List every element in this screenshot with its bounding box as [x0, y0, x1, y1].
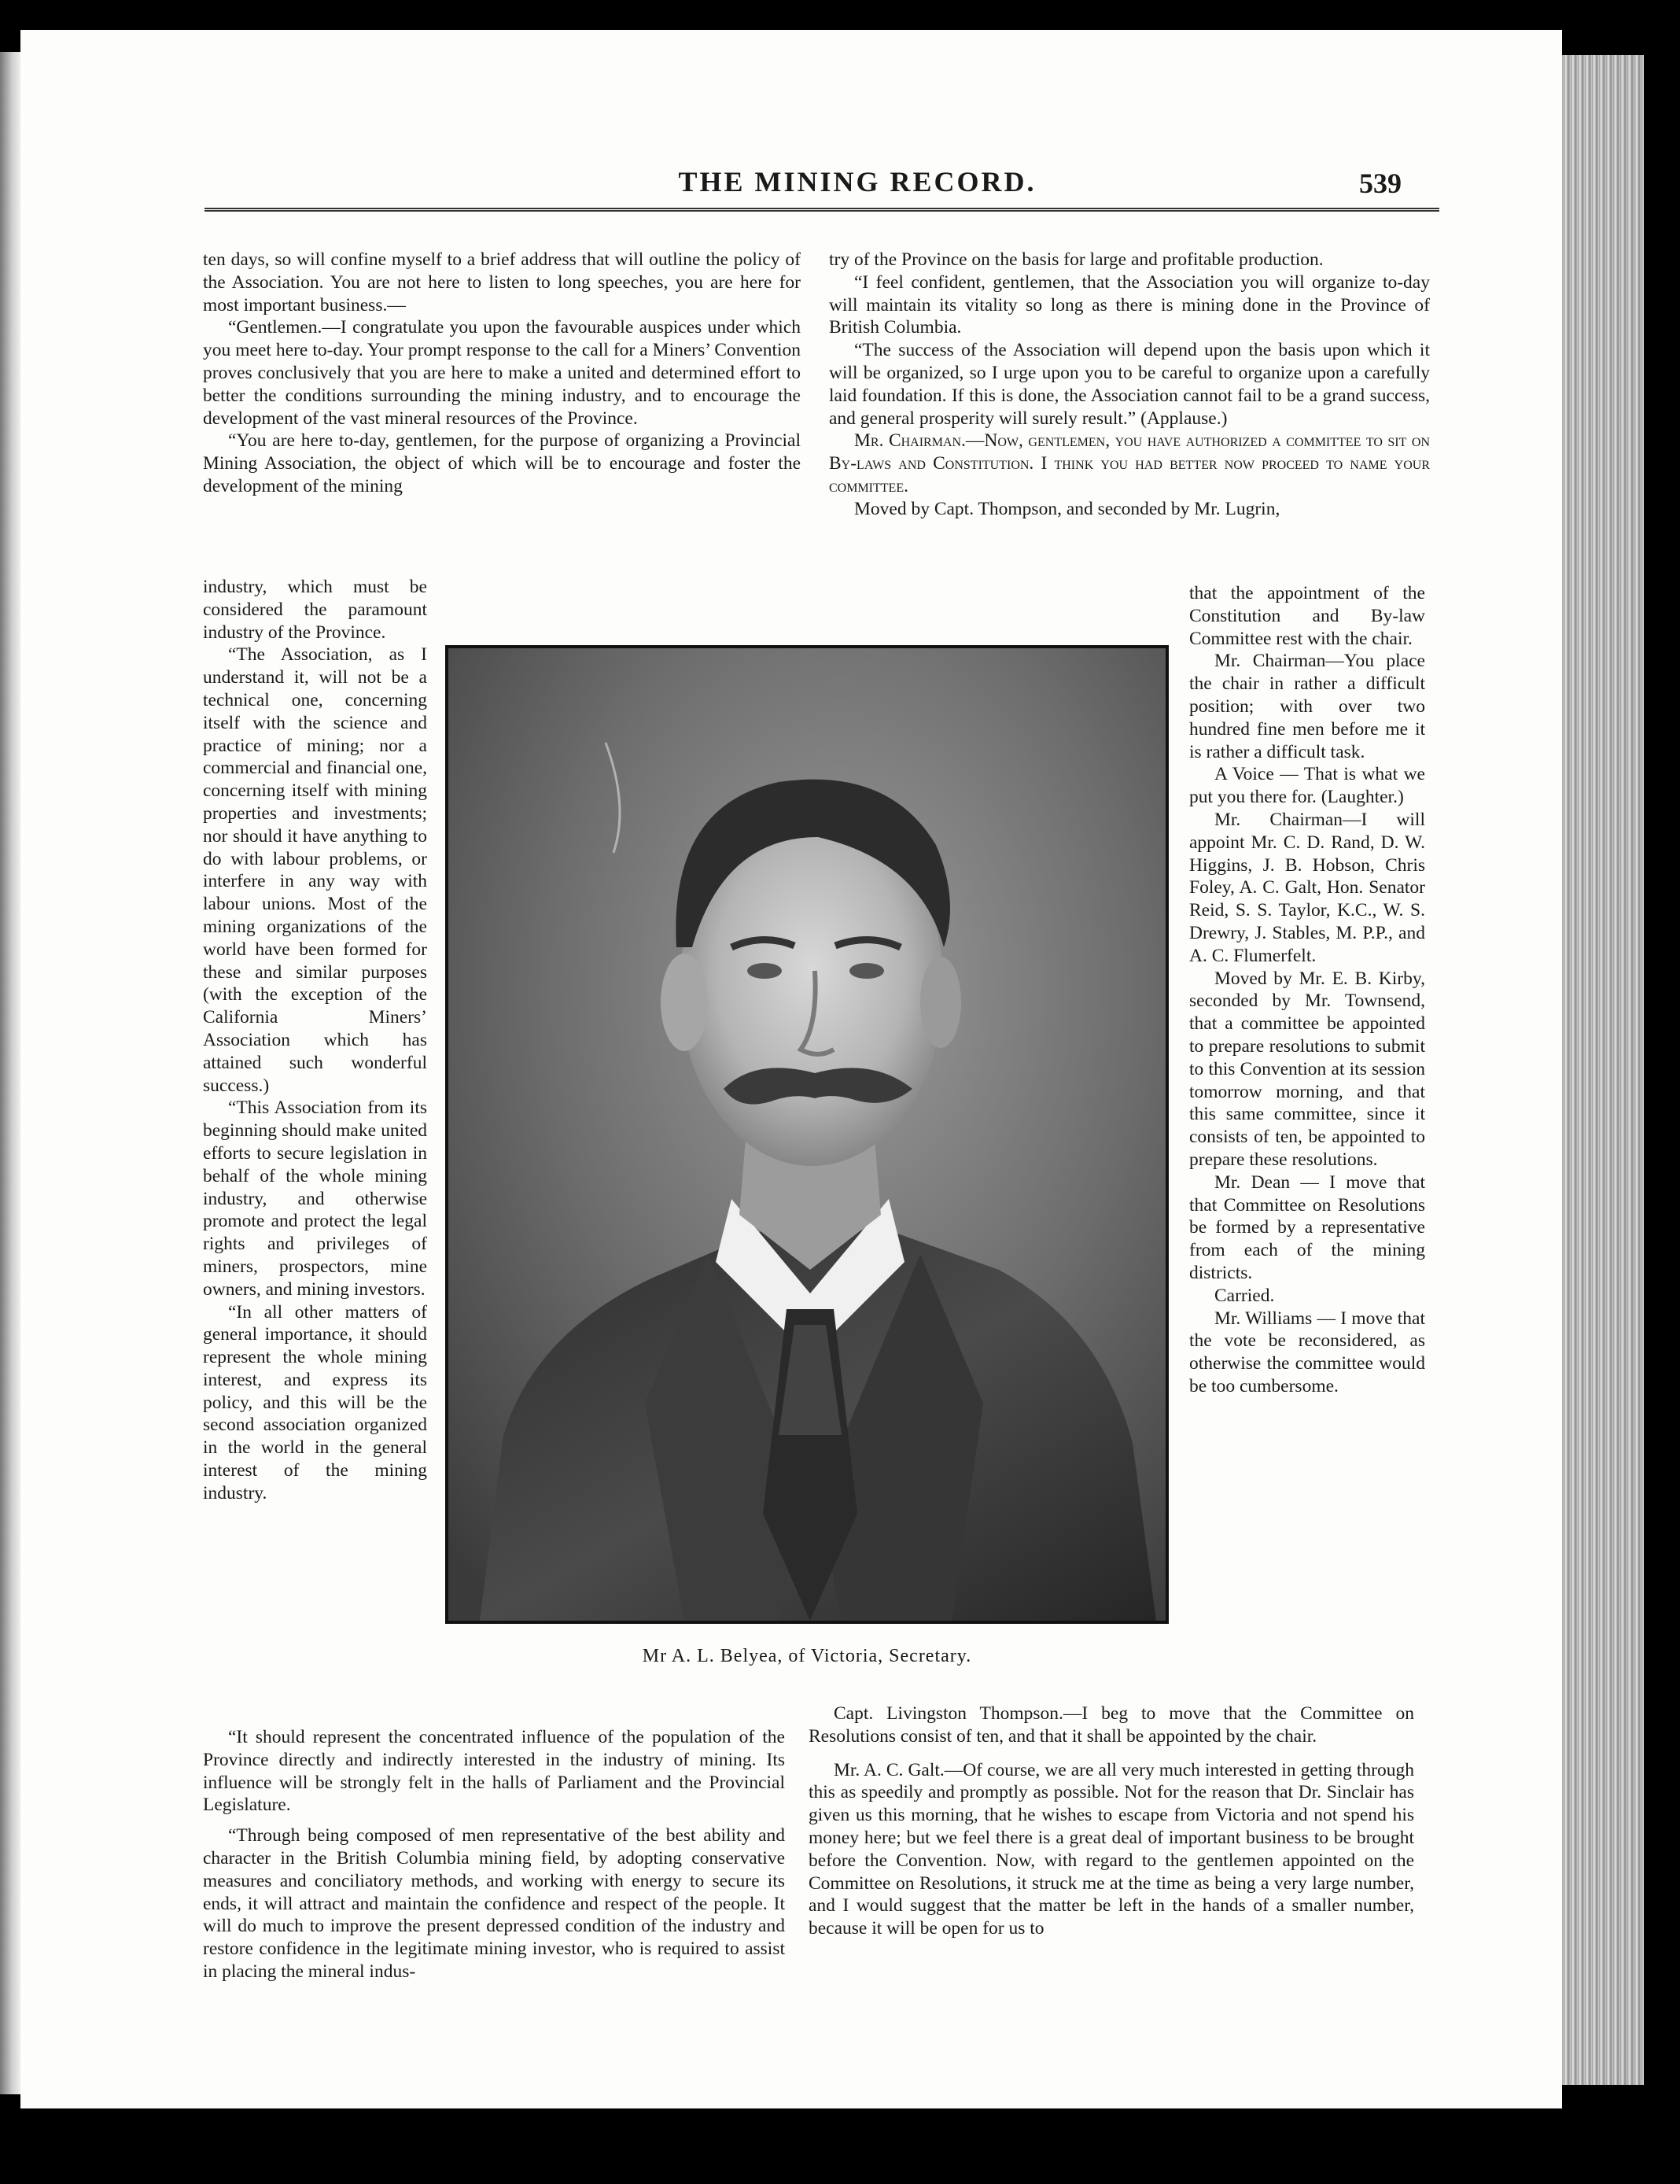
paragraph: Mr. Chairman—You place the chair in rather a difficult position; with over two hundred fine men before me it is rather a difficult task. — [1189, 651, 1425, 762]
paragraph: Moved by Mr. E. B. Kirby, seconded by Mr. Townsend, that a committee be appointed to prepare resolutions to submit to this Convention at its session tomorrow morning, and that this same committee, since it consists of ten, be appointed to prepare these resolutions. — [1189, 968, 1425, 1170]
paragraph: “Through being composed of men representative of the best ability and character in the British Columbia mining field, by adopting conservative measures and conciliatory methods, and working with energy to secure its ends, it will attract and maintain the confidence and respect of the people. It will do much to improve the present depressed condition of the industry and restore confidence in the legitimate mining investor, who is required to assist in placing the mineral indus- — [203, 1825, 785, 1982]
book-page-edges — [1549, 55, 1644, 2085]
paragraph: Moved by Capt. Thompson, and seconded by Mr. Lugrin, — [854, 498, 1280, 519]
paragraph: try of the Province on the basis for large and profitable production. — [829, 249, 1324, 270]
running-title: THE MINING RECORD. — [678, 166, 1037, 197]
left-column-narrow — [203, 576, 427, 1505]
paragraph: Carried. — [1214, 1285, 1275, 1306]
paragraph: industry, which must be considered the paramount industry of the Province. — [203, 577, 427, 643]
portrait-image — [448, 648, 1166, 1621]
paragraph: “Gentlemen.—I congratulate you upon the favourable auspices under which you meet here to-day. Your prompt response to the call for a Miners’ Convention proves conclusively that you are here to make a united and determined effort to better the conditions surrounding the mining industry, and to encourage the development of the vast mineral resources of the Province. — [203, 317, 801, 429]
right-column-narrow — [1189, 582, 1425, 1398]
paragraph: “The Association, as I understand it, will not be a technical one, concerning itself with the science and practice of mining; nor a commercial and financial one, concerning itself with mining properties and investments; nor should it have anything to do with labour problems, or interfere in any way with labour unions. Most of the mining organizations of the world have been formed for these and similar purposes (with the exception of the California Miners’ Association which has attained such wonderful success.) — [203, 644, 427, 1096]
paragraph: Mr. Williams — I move that the vote be reconsidered, as otherwise the committee would be too cumbersome. — [1189, 1308, 1425, 1396]
paragraph: Mr. Chairman—I will appoint Mr. C. D. Rand, D. W. Higgins, J. B. Hobson, Chris Foley, A. C. Galt, Hon. Senator Reid, S. S. Taylor, K.C., W. S. Drewry, J. Stables, M. P.P., and A. C. Flumerfelt. — [1189, 809, 1425, 966]
right-column-bottom — [809, 1703, 1414, 1940]
paragraph: “I feel confident, gentlemen, that the Association you will organize to-day will maintain its vitality so long as there is mining done in the Province of British Columbia. — [829, 271, 1430, 338]
paragraph: “In all other matters of general importance, it should represent the whole mining interest, and express its policy, and this will be the second association organized in the world in the general interest of the mining industry. — [203, 1301, 427, 1503]
paragraph: ten days, so will confine myself to a brief address that will outline the policy of the Association. You are not here to listen to long speeches, you are here for most important business.— — [203, 249, 801, 315]
paragraph: A Voice — That is what we put you there for. (Laughter.) — [1189, 764, 1425, 808]
photo-caption: Mr A. L. Belyea, of Victoria, Secretary. — [642, 1646, 972, 1666]
paragraph: Mr. Dean — I move that that Committee on Resolutions be formed by a representative from each of the mining districts. — [1189, 1171, 1425, 1283]
portrait-photo — [445, 645, 1169, 1624]
page-number: 539 — [1359, 168, 1402, 199]
header-rule — [204, 208, 1439, 212]
right-column-top — [829, 249, 1430, 521]
paragraph: “This Association from its beginning should make united efforts to secure legislation in behalf of the whole mining industry, and otherwise promote and protect the legal rights and privileges of miners, prospectors, mine owners, and mining investors. — [203, 1098, 427, 1300]
left-column-bottom — [203, 1726, 785, 1983]
paragraph: that the appointment of the Constitution and By-law Committee rest with the chair. — [1189, 583, 1425, 649]
facing-page-edge — [0, 52, 20, 2094]
paragraph: “The success of the Association will depend upon the basis upon which it will be organized, so I urge upon you to be careful to organize upon a carefully laid foundation. If this is done, the Association cannot fail to be a grand success, and general prosperity will surely result.” (Applause.) — [829, 340, 1430, 429]
paragraph: Mr. A. C. Galt.—Of course, we are all very much interested in getting through this as speedily and promptly as possible. Not for the reason that Dr. Sinclair has given us this morning, that he wishes to escape from Victoria and not spend his money here; but we feel there is a great deal of important business to be brought before the Convention. Now, with regard to the gentlemen appointed on the Committee on Resolutions, it struck me at the time as being a very large number, and I would suggest that the matter be left in the hands of a smaller number, because it will be open for us to — [809, 1759, 1414, 1939]
left-column-top — [203, 249, 801, 498]
paragraph: Capt. Livingston Thompson.—I beg to move that the Committee on Resolutions consist of ten, and that it shall be appointed by the chair. — [809, 1703, 1414, 1747]
paragraph: “You are here to-day, gentlemen, for the purpose of organizing a Provincial Mining Association, the object of which will be to encourage and foster the development of the mining — [203, 430, 801, 496]
paragraph: “It should represent the concentrated influence of the population of the Province directly and indirectly interested in the industry of mining. Its influence will be strongly felt in the halls of Parliament and the Provincial Legislature. — [203, 1727, 785, 1816]
paragraph: Mr. Chairman.—Now, gentlemen, you have authorized a committee to sit on By-laws and Constitution. I think you had better now proceed to name your committee. — [829, 430, 1430, 496]
